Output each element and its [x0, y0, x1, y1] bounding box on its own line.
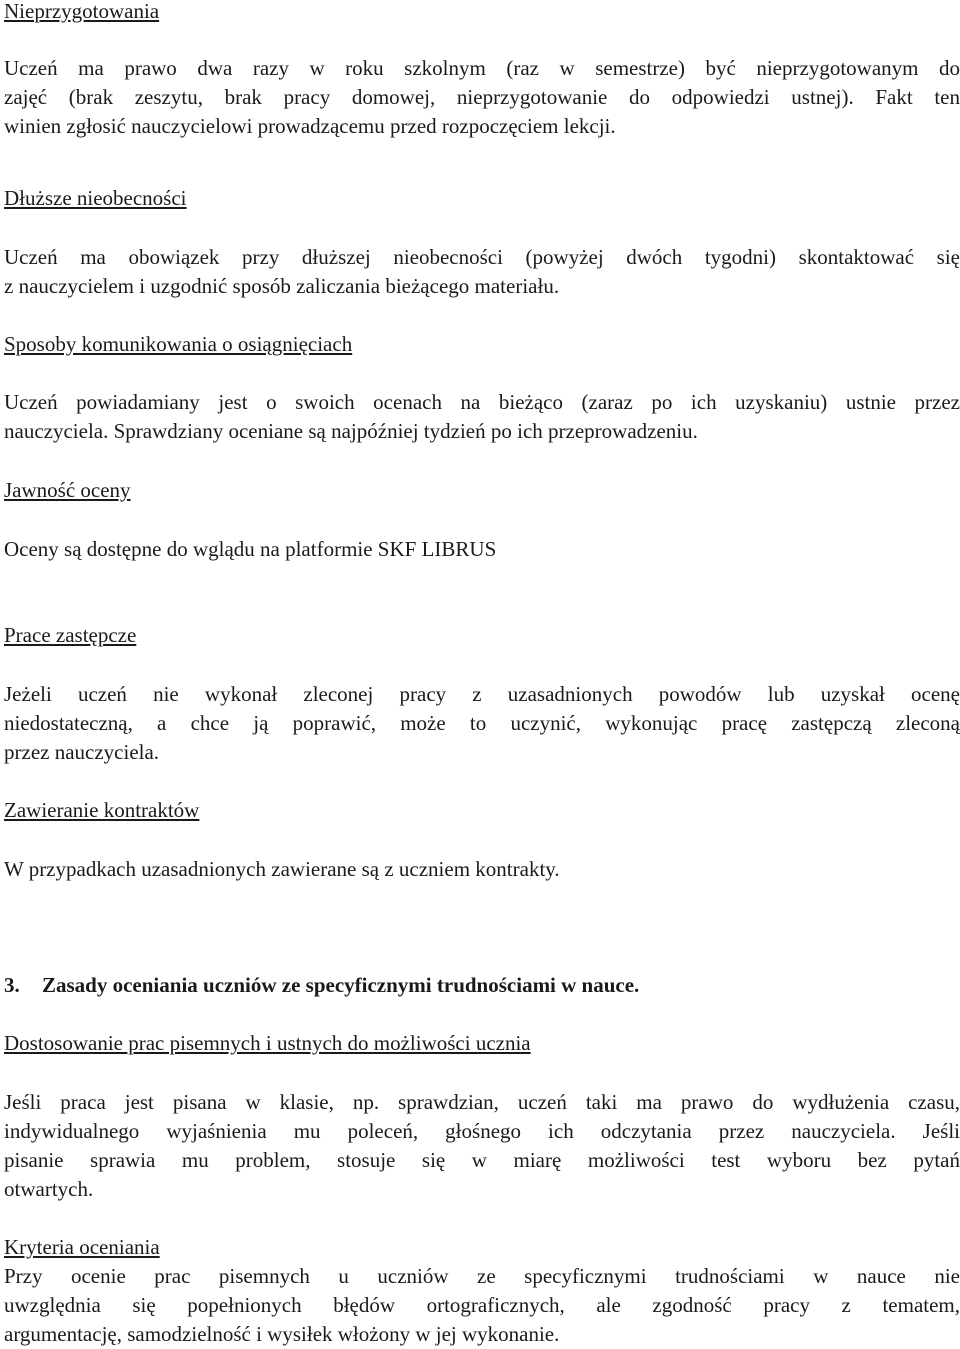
paragraph-prace-zastepcze	[4, 680, 960, 767]
paragraph-dluzsze-nieobecnosci	[4, 243, 960, 301]
heading-nieprzygotowania: Nieprzygotowania	[4, 0, 160, 23]
text-line: indywidualnego wyjaśnienia mu poleceń, głośnego ich odczytania przez nauczyciela. Jeśli	[4, 1119, 960, 1143]
text-line: Jeżeli uczeń nie wykonał zleconej pracy z uzasadnionych powodów lub uzyskał ocenę	[4, 682, 960, 706]
paragraph-sposoby-komunikowania	[4, 388, 960, 446]
paragraph-nieprzygotowania	[4, 54, 960, 141]
text-line: uwzględnia się popełnionych błędów ortograficznych, ale zgodność pracy z tematem,	[4, 1293, 960, 1317]
paragraph-kryteria-oceniania	[4, 1262, 960, 1349]
text-line: Oceny są dostępne do wglądu na platformie SKF LIBRUS	[4, 537, 497, 561]
text-line: Uczeń ma obowiązek przy dłuższej nieobecności (powyżej dwóch tygodni) skontaktować się	[4, 245, 960, 269]
section-number: 3.	[4, 973, 20, 997]
text-line: Przy ocenie prac pisemnych u uczniów ze specyficznymi trudnościami w nauce nie	[4, 1264, 960, 1288]
text-line: przez nauczyciela.	[4, 740, 160, 764]
text-line: z nauczycielem i uzgodnić sposób zaliczania bieżącego materiału.	[4, 274, 560, 298]
heading-zawieranie-kontraktow: Zawieranie kontraktów	[4, 798, 200, 822]
text-line: winien zgłosić nauczycielowi prowadzącemu przed rozpoczęciem lekcji.	[4, 114, 616, 138]
heading-dostosowanie-prac: Dostosowanie prac pisemnych i ustnych do możliwości ucznia	[4, 1031, 531, 1055]
text-line: argumentację, samodzielność i wysiłek włożony w jej wykonanie.	[4, 1322, 560, 1346]
text-line: Uczeń powiadamiany jest o swoich ocenach na bieżąco (zaraz po ich uzyskaniu) ustnie przez	[4, 390, 960, 414]
text-line: niedostateczną, a chce ją poprawić, może to uczynić, wykonując pracę zastępczą zleconą	[4, 711, 960, 735]
text-line: otwartych.	[4, 1177, 94, 1201]
paragraph-jawnosc-oceny	[4, 535, 960, 564]
heading-prace-zastepcze: Prace zastępcze	[4, 623, 137, 647]
text-line: Uczeń ma prawo dwa razy w roku szkolnym (raz w semestrze) być nieprzygotowanym do	[4, 56, 960, 80]
heading-kryteria-oceniania: Kryteria oceniania	[4, 1235, 160, 1259]
paragraph-zawieranie-kontraktow	[4, 855, 960, 884]
text-line: nauczyciela. Sprawdziany oceniane są najpóźniej tydzień po ich przeprowadzeniu.	[4, 419, 698, 443]
heading-jawnosc-oceny: Jawność oceny	[4, 478, 131, 502]
section-title-text: Zasady oceniania uczniów ze specyficznymi trudnościami w nauce.	[42, 973, 640, 997]
text-line: W przypadkach uzasadnionych zawierane są z uczniem kontrakty.	[4, 857, 560, 881]
heading-sposoby-komunikowania: Sposoby komunikowania o osiągnięciach	[4, 332, 353, 356]
text-line: zajęć (brak zeszytu, brak pracy domowej, nieprzygotowanie do odpowiedzi ustnej). Fakt ten	[4, 85, 960, 109]
paragraph-dostosowanie-prac	[4, 1088, 960, 1204]
text-line: pisanie sprawia mu problem, stosuje się w miarę możliwości test wyboru bez pytań	[4, 1148, 960, 1172]
heading-dluzsze-nieobecnosci: Dłuższe nieobecności	[4, 186, 187, 210]
text-line: Jeśli praca jest pisana w klasie, np. sprawdzian, uczeń taki ma prawo do wydłużenia czasu,	[4, 1090, 960, 1114]
section-3-title	[4, 971, 960, 1000]
